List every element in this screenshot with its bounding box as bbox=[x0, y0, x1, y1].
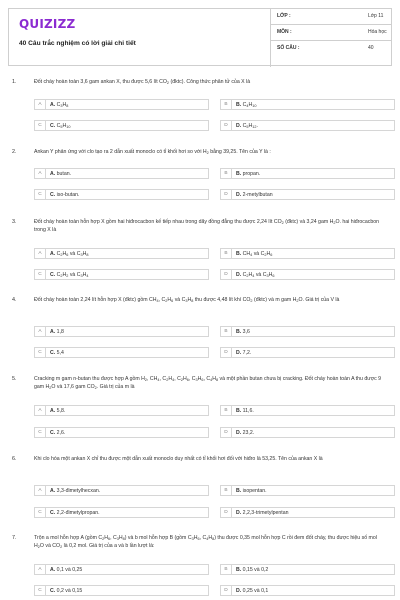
question-number: 1. bbox=[12, 79, 17, 85]
option-text: B. 0,15 và 0,2 bbox=[236, 567, 269, 573]
option-letter: C bbox=[35, 586, 46, 596]
answer-option-b[interactable] bbox=[220, 248, 395, 259]
question-text: Ankan Y phản ứng với clo tạo ra 2 dẫn xuất monoclo có tỉ khối hơi so với $H_2$ bằng 39,25. Tên của Y là : bbox=[34, 149, 271, 155]
option-letter: D bbox=[221, 508, 232, 518]
option-letter: D bbox=[221, 270, 232, 280]
option-letter: A bbox=[35, 249, 46, 259]
question-number: 5. bbox=[12, 376, 17, 382]
option-text: A. butan. bbox=[50, 171, 72, 177]
meta-label: MÔN : bbox=[277, 29, 292, 35]
question-number: 6. bbox=[12, 456, 17, 462]
option-letter: A bbox=[35, 406, 46, 416]
option-text: D. $C_2H_4$ và $C_3H_6$ bbox=[236, 272, 275, 278]
quizizz-logo: QUIZIZZ bbox=[19, 17, 76, 31]
option-text: D. 0,25 và 0,1 bbox=[236, 588, 269, 594]
option-text: B. propan. bbox=[236, 171, 261, 177]
answer-option-c[interactable] bbox=[34, 120, 209, 131]
question-number: 7. bbox=[12, 535, 17, 541]
answer-option-b[interactable] bbox=[220, 485, 395, 496]
page-title: 40 Câu trắc nghiệm có lời giải chi tiết bbox=[19, 40, 136, 47]
option-letter: B bbox=[221, 327, 232, 337]
option-letter: A bbox=[35, 100, 46, 110]
option-text: D. 23,2. bbox=[236, 430, 255, 436]
option-text: C. $C_2H_2$ và $C_3H_4$ bbox=[50, 272, 89, 278]
answer-option-d[interactable] bbox=[220, 427, 395, 438]
option-letter: C bbox=[35, 121, 46, 131]
answer-option-a[interactable] bbox=[34, 168, 209, 179]
answer-option-a[interactable] bbox=[34, 248, 209, 259]
option-letter: C bbox=[35, 270, 46, 280]
option-letter: D bbox=[221, 190, 232, 200]
answer-option-c[interactable] bbox=[34, 347, 209, 358]
option-letter: B bbox=[221, 406, 232, 416]
option-text: C. 2,6. bbox=[50, 430, 66, 436]
option-text: C. iso-butan. bbox=[50, 192, 80, 198]
option-letter: D bbox=[221, 586, 232, 596]
option-letter: B bbox=[221, 565, 232, 575]
answer-option-a[interactable] bbox=[34, 405, 209, 416]
option-letter: D bbox=[221, 428, 232, 438]
meta-label: LỚP : bbox=[277, 13, 291, 19]
option-text: A. 3,3-đimetylhecxan. bbox=[50, 488, 101, 494]
question-text: Khi clo hóa một ankan X chỉ thu được một dẫn xuất monoclo duy nhất có tỉ khối hơi đối với hiđro là 53,25. Tên của ankan X là bbox=[34, 456, 323, 462]
answer-option-a[interactable] bbox=[34, 326, 209, 337]
meta-value: Hóa học bbox=[368, 29, 387, 35]
answer-option-a[interactable] bbox=[34, 564, 209, 575]
option-text: D. 2,2,3-trimetylpentan bbox=[236, 510, 289, 516]
question-text: Đốt cháy hoàn toàn hỗn hợp X gồm hai hiđrocacbon kế tiếp nhau trong dãy đồng đẳng thu được 2,24 lít $CO_2$ (đktc) và 3,24 gam $H_2O$. hai hiđrocacbon trong X là bbox=[34, 219, 380, 233]
option-text: A. $C_2H_6$ và $C_3H_8$ bbox=[50, 251, 89, 257]
option-letter: A bbox=[35, 169, 46, 179]
answer-option-c[interactable] bbox=[34, 189, 209, 200]
option-letter: B bbox=[221, 486, 232, 496]
question-text: Đốt cháy hoàn toàn 2,24 lít hỗn hợp X (đktc) gồm $CH_4$, $C_2H_6$ và $C_3H_8$ thu được 4,48 lít khí $CO_2$ (đktc) và m gam $H_2O$. Giá trị của V là bbox=[34, 297, 340, 303]
option-text: C. 2,2-đimetylpropan. bbox=[50, 510, 100, 516]
answer-option-a[interactable] bbox=[34, 99, 209, 110]
question-text: Trộn a mol hỗn hợp A (gồm $C_2H_6$, $C_3H_8$) và b mol hỗn hợp B (gồm $C_3H_6$, $C_4H_8$) thu được 0,35 mol hỗn hợp C rồi đem đốt cháy, thu được hiệu số mol $H_2O$ và $CO_2$ là 0,2 mol. Giá trị của a và b lần lượt là: bbox=[34, 535, 377, 549]
option-letter: C bbox=[35, 190, 46, 200]
option-text: B. 11,6. bbox=[236, 408, 254, 414]
answer-option-b[interactable] bbox=[220, 326, 395, 337]
meta-label: SỐ CÂU : bbox=[277, 45, 300, 51]
meta-divider bbox=[270, 40, 392, 41]
option-text: A. 5,8. bbox=[50, 408, 66, 414]
option-text: A. $C_3H_8$ bbox=[50, 102, 69, 108]
answer-option-b[interactable] bbox=[220, 168, 395, 179]
answer-option-c[interactable] bbox=[34, 427, 209, 438]
question-text: Cracking m gam n-butan thu được hợp A gồm $H_2$, $CH_4$, $C_2H_4$, $C_2H_6$, $C_3H_6$, $C_4H_8$ và một phần butan chưa bị cracking. Đốt cháy hoàn toàn A thu được 9 gam $H_2O$ và 17,6 gam $CO_2$. Giá trị của m là bbox=[34, 376, 382, 390]
meta-value: 40 bbox=[368, 45, 374, 51]
option-letter: A bbox=[35, 565, 46, 575]
answer-option-d[interactable] bbox=[220, 507, 395, 518]
option-text: D. $C_5H_{12}$. bbox=[236, 123, 258, 129]
option-text: B. $C_4H_{10}$ bbox=[236, 102, 257, 108]
answer-option-b[interactable] bbox=[220, 99, 395, 110]
option-letter: D bbox=[221, 348, 232, 358]
question-text: Đốt cháy hoàn toàn 3,6 gam ankan X, thu được 5,6 lít $CO_2$ (đktc). Công thức phân tử của X là bbox=[34, 79, 251, 85]
answer-option-d[interactable] bbox=[220, 585, 395, 596]
option-text: D. 2-metylbutan bbox=[236, 192, 273, 198]
answer-option-d[interactable] bbox=[220, 269, 395, 280]
option-letter: B bbox=[221, 249, 232, 259]
option-text: A. 0,1 và 0,25 bbox=[50, 567, 83, 573]
option-letter: C bbox=[35, 348, 46, 358]
answer-option-d[interactable] bbox=[220, 347, 395, 358]
option-text: A. 1,8 bbox=[50, 329, 64, 335]
option-text: C. 5,4 bbox=[50, 350, 64, 356]
answer-option-d[interactable] bbox=[220, 120, 395, 131]
option-text: B. $CH_4$ và $C_2H_6$ bbox=[236, 251, 273, 257]
option-letter: B bbox=[221, 100, 232, 110]
option-letter: A bbox=[35, 327, 46, 337]
option-text: C. $C_5H_{10}$ bbox=[50, 123, 71, 129]
answer-option-b[interactable] bbox=[220, 564, 395, 575]
answer-option-b[interactable] bbox=[220, 405, 395, 416]
option-text: C. 0,2 và 0,15 bbox=[50, 588, 83, 594]
option-letter: A bbox=[35, 486, 46, 496]
answer-option-d[interactable] bbox=[220, 189, 395, 200]
option-text: B. isopentan. bbox=[236, 488, 267, 494]
question-number: 2. bbox=[12, 149, 17, 155]
meta-row bbox=[270, 40, 392, 56]
option-text: D. 7,2. bbox=[236, 350, 252, 356]
meta-row bbox=[270, 24, 392, 40]
question-number: 3. bbox=[12, 219, 17, 225]
answer-option-c[interactable] bbox=[34, 269, 209, 280]
option-text: B. 3,6 bbox=[236, 329, 250, 335]
option-letter: B bbox=[221, 169, 232, 179]
option-letter: C bbox=[35, 428, 46, 438]
meta-row bbox=[270, 8, 392, 24]
option-letter: C bbox=[35, 508, 46, 518]
meta-value: Lớp 11 bbox=[368, 13, 384, 19]
header-title-block bbox=[9, 9, 271, 67]
answer-option-a[interactable] bbox=[34, 485, 209, 496]
question-number: 4. bbox=[12, 297, 17, 303]
option-letter: D bbox=[221, 121, 232, 131]
answer-option-c[interactable] bbox=[34, 585, 209, 596]
meta-divider bbox=[270, 24, 392, 25]
answer-option-c[interactable] bbox=[34, 507, 209, 518]
